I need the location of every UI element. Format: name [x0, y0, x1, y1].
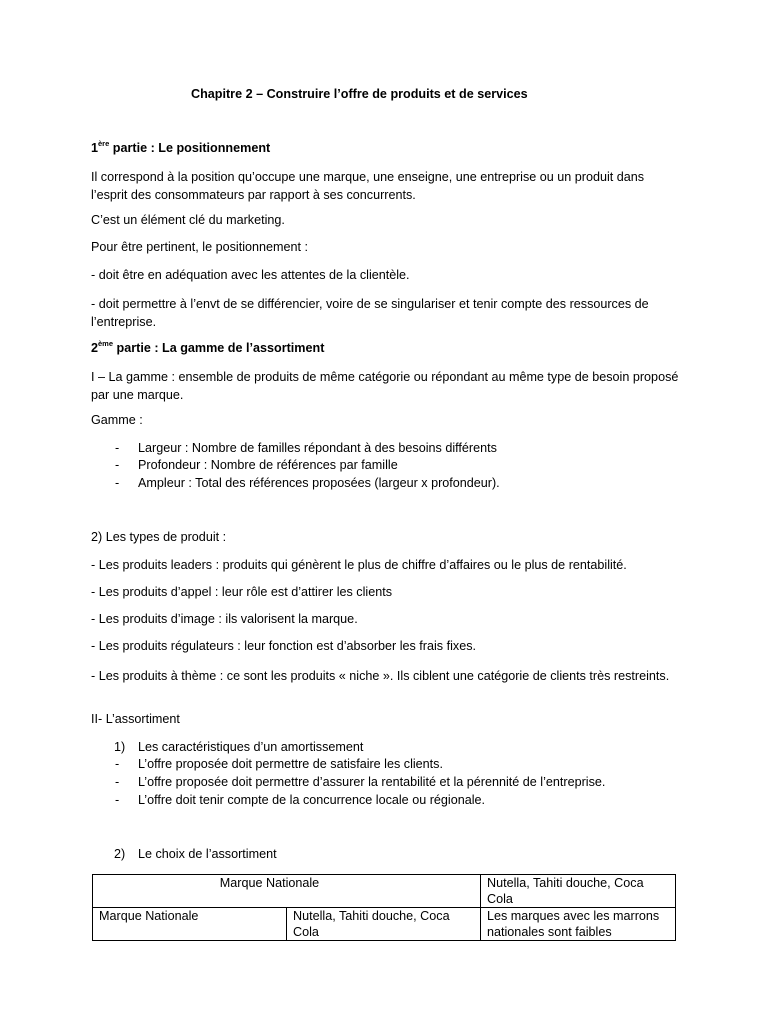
- list-bullet: -: [115, 793, 120, 807]
- choix-heading: Le choix de l’assortiment: [138, 847, 277, 861]
- part2-number: 2: [91, 341, 99, 355]
- table-row: [93, 908, 676, 941]
- table-cell: Nutella, Tahiti douche, Coca Cola: [481, 875, 676, 908]
- part1-heading-text: partie : Le positionnement: [109, 141, 271, 155]
- list-bullet: -: [115, 441, 120, 455]
- part1-number: 1: [91, 141, 99, 155]
- part2-heading-text: partie : La gamme de l’assortiment: [113, 341, 325, 355]
- part2-superscript: ème: [98, 339, 114, 348]
- type-item-theme: - Les produits à thème : ce sont les produits « niche ». Ils ciblent une catégorie de clients très restreints.: [91, 669, 670, 683]
- list-bullet: -: [115, 757, 120, 771]
- part2-heading: [91, 341, 324, 355]
- list-bullet: -: [115, 458, 120, 472]
- page-title: Chapitre 2 – Construire l’offre de produits et de services: [191, 87, 528, 101]
- type-item-image: - Les produits d’image : ils valorisent la marque.: [91, 612, 358, 626]
- caract-item-rentabilite: L’offre proposée doit permettre d’assurer la rentabilité et la pérennité de l’entreprise.: [138, 775, 606, 789]
- part1-heading: [91, 141, 270, 155]
- table-cell: Marque Nationale: [93, 908, 287, 941]
- gamme-item-largeur: Largeur : Nombre de familles répondant à des besoins différents: [138, 441, 497, 455]
- gamme-label: Gamme :: [91, 413, 143, 427]
- list-bullet: -: [115, 476, 120, 490]
- gamme-definition: I – La gamme : ensemble de produits de même catégorie ou répondant au même type de besoin proposé par une marque.: [91, 370, 679, 402]
- type-item-appel: - Les produits d’appel : leur rôle est d’attirer les clients: [91, 585, 392, 599]
- part1-paragraph-key: C’est un élément clé du marketing.: [91, 213, 285, 227]
- part1-bullet-1: - doit être en adéquation avec les attentes de la clientèle.: [91, 268, 410, 282]
- part1-paragraph-definition: Il correspond à la position qu’occupe une marque, une enseigne, une entreprise ou un produit dans l’esprit des consommateurs par rapport à ses concurrents.: [91, 170, 645, 202]
- table-cell: Les marques avec les marrons nationales sont faibles: [481, 908, 676, 941]
- assortiment-table: [92, 874, 676, 941]
- gamme-item-profondeur: Profondeur : Nombre de références par famille: [138, 458, 398, 472]
- caracteristiques-heading: Les caractéristiques d’un amortissement: [138, 740, 364, 754]
- table-cell: Nutella, Tahiti douche, Coca Cola: [287, 908, 481, 941]
- table-cell: Marque Nationale: [93, 875, 481, 908]
- table-row: [93, 875, 676, 908]
- type-item-leaders: - Les produits leaders : produits qui génèrent le plus de chiffre d’affaires ou le plus de rentabilité.: [91, 558, 627, 572]
- type-item-regulateurs: - Les produits régulateurs : leur fonction est d’absorber les frais fixes.: [91, 639, 476, 653]
- list-number: 1): [114, 740, 126, 754]
- caract-item-concurrence: L’offre doit tenir compte de la concurrence locale ou régionale.: [138, 793, 486, 807]
- part1-bullet-2: - doit permettre à l’envt de se différencier, voire de se singulariser et tenir compte des ressources de l’entreprise.: [91, 297, 649, 329]
- list-number: 2): [114, 847, 126, 861]
- caract-item-satisfaire: L’offre proposée doit permettre de satisfaire les clients.: [138, 757, 443, 771]
- part1-superscript: ère: [98, 139, 110, 148]
- gamme-item-ampleur: Ampleur : Total des références proposées (largeur x profondeur).: [138, 476, 500, 490]
- part1-paragraph-intro: Pour être pertinent, le positionnement :: [91, 240, 309, 254]
- assortiment-heading: II- L’assortiment: [91, 712, 180, 726]
- list-bullet: -: [115, 775, 120, 789]
- types-heading: 2) Les types de produit :: [91, 530, 227, 544]
